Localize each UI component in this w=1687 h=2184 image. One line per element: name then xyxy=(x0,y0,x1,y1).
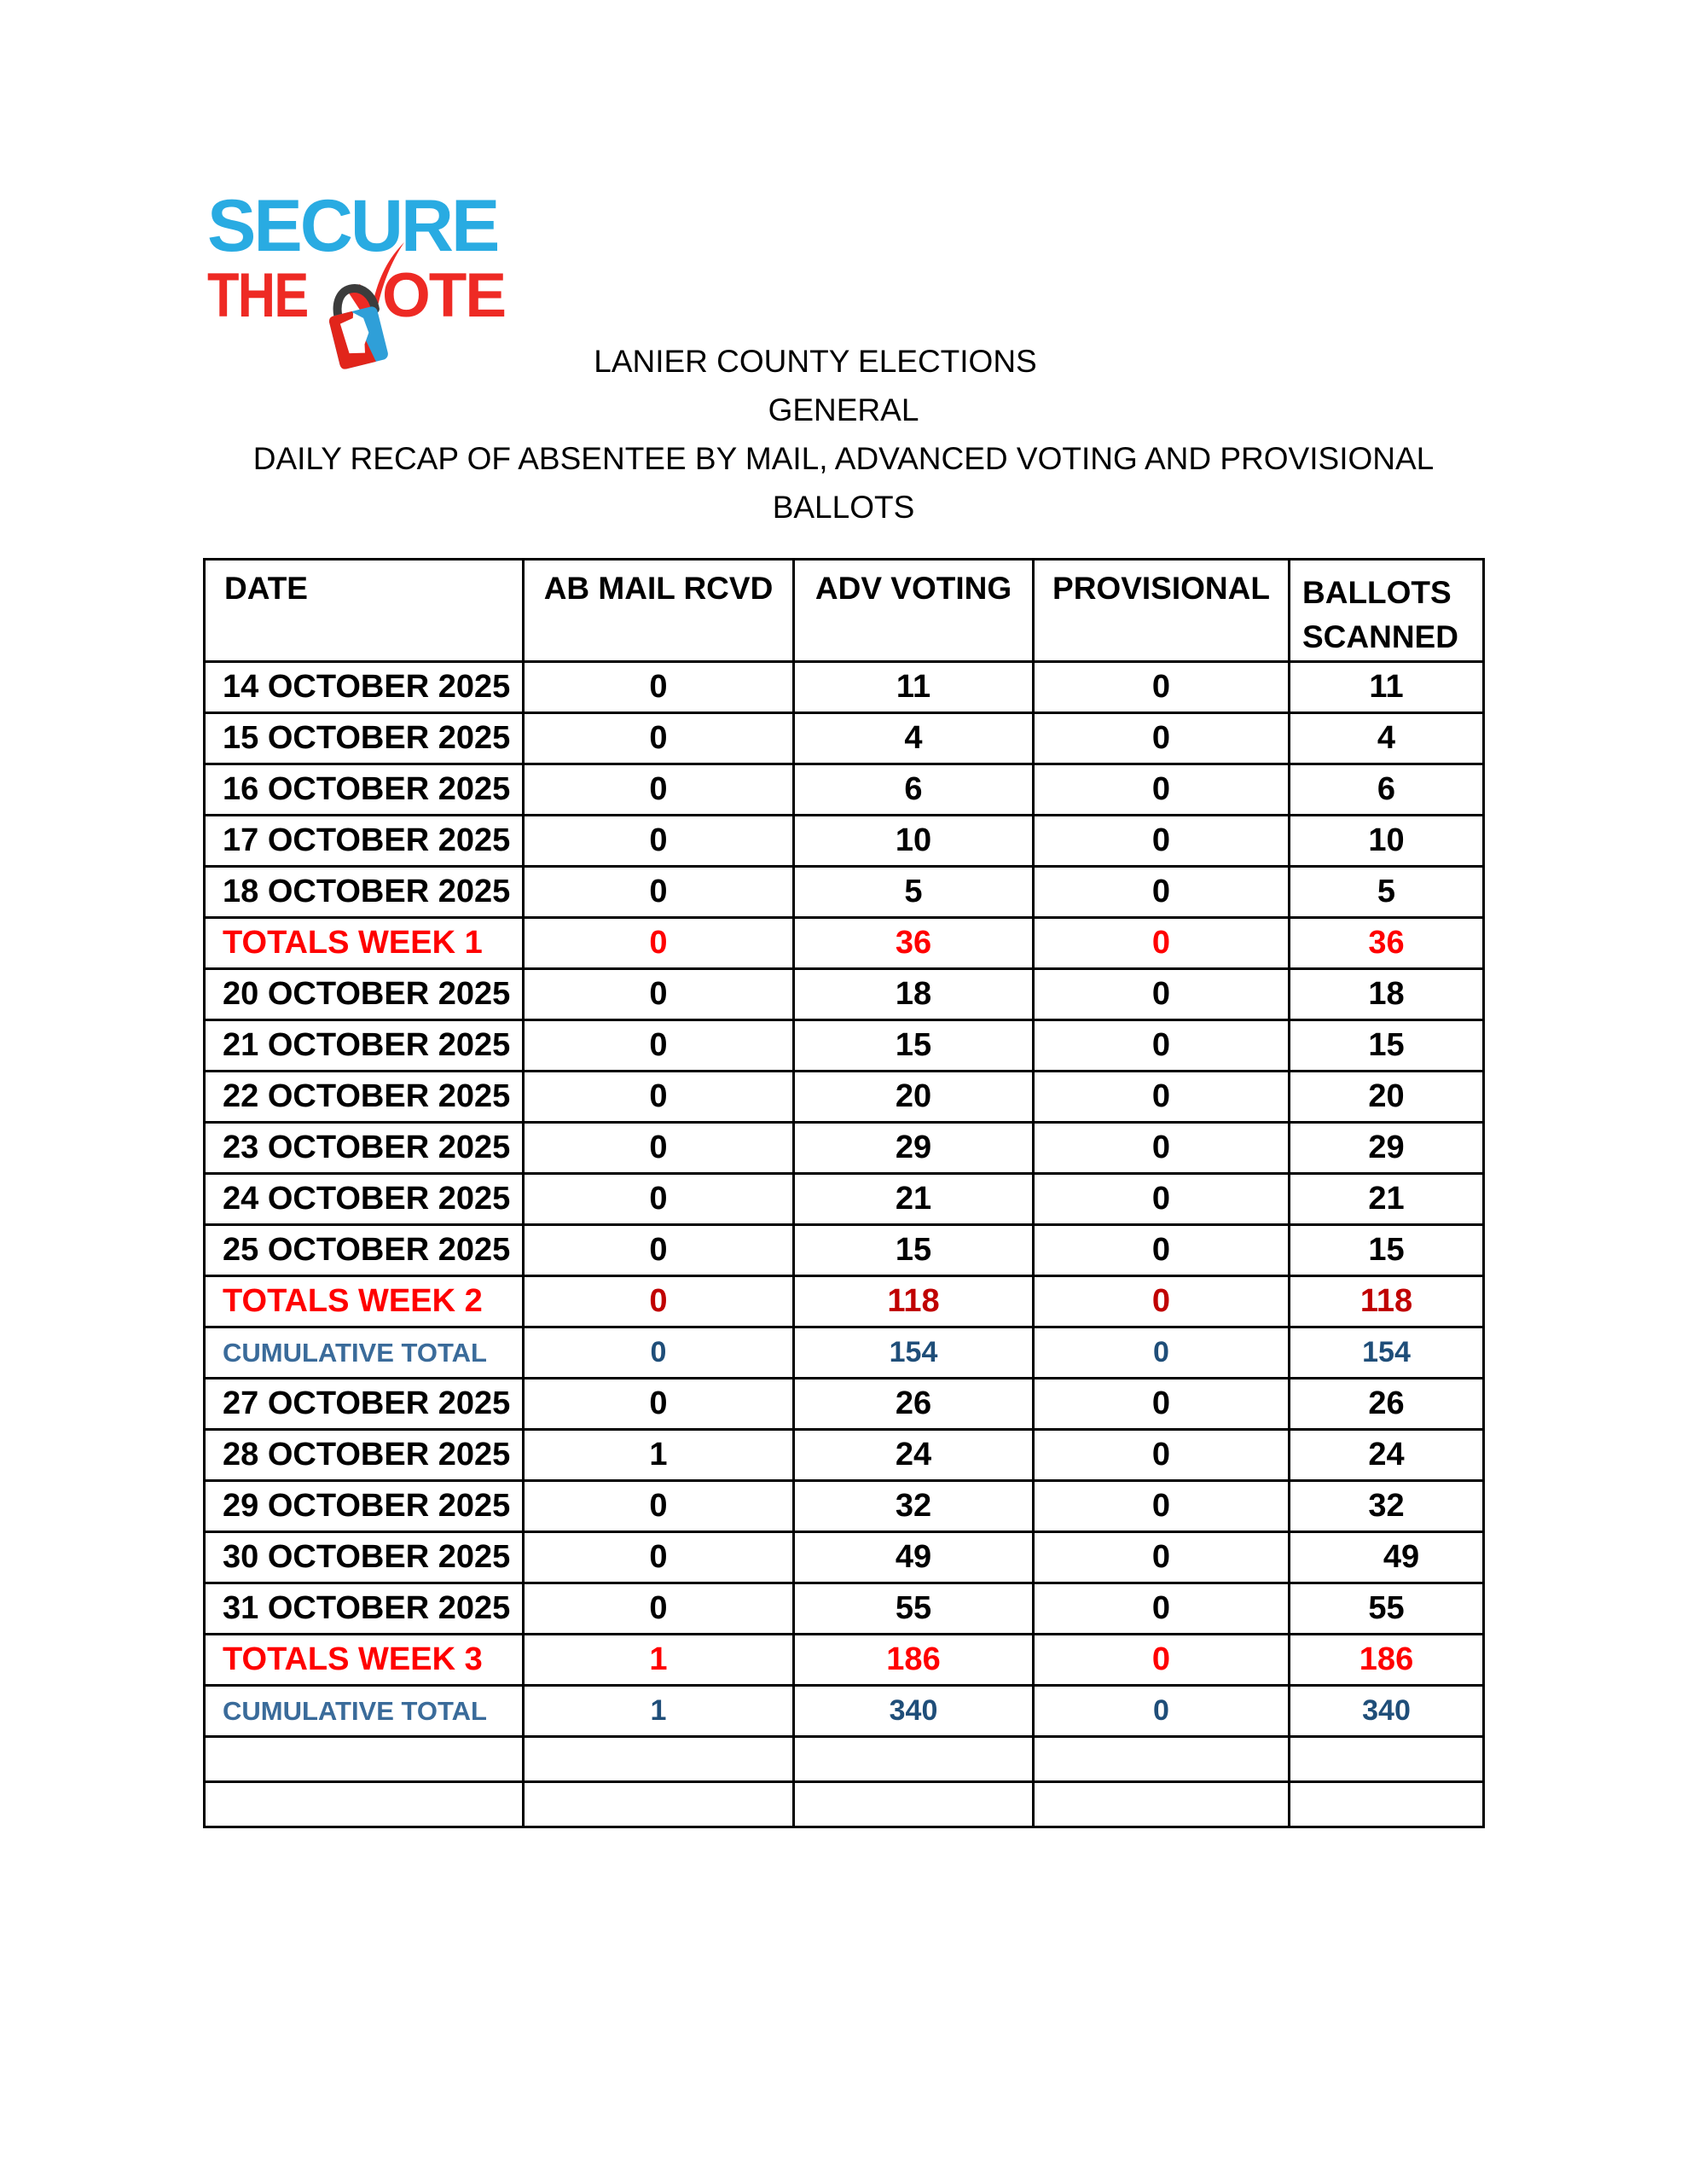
logo-ote-text: OTE xyxy=(382,261,506,330)
table-row xyxy=(205,1174,1484,1225)
value-cell: 118 xyxy=(794,1276,1034,1327)
value-cell: 0 xyxy=(1034,969,1290,1020)
value-cell: 32 xyxy=(1290,1481,1484,1532)
value-cell: 5 xyxy=(794,867,1034,918)
value-cell: 10 xyxy=(1290,816,1484,867)
date-cell: 21 OCTOBER 2025 xyxy=(205,1020,524,1072)
week-total-row xyxy=(205,1276,1484,1327)
value-cell: 0 xyxy=(1034,1174,1290,1225)
header-provisional: PROVISIONAL xyxy=(1034,560,1290,662)
date-cell: 28 OCTOBER 2025 xyxy=(205,1430,524,1481)
header-row xyxy=(205,560,1484,662)
value-cell: 15 xyxy=(1290,1225,1484,1276)
table-row xyxy=(205,1532,1484,1583)
value-cell: 26 xyxy=(794,1379,1034,1430)
title-line: DAILY RECAP OF ABSENTEE BY MAIL, ADVANCED VOTING AND PROVISIONAL xyxy=(252,441,1435,476)
value-cell: 20 xyxy=(1290,1072,1484,1123)
value-cell: 154 xyxy=(794,1327,1034,1379)
daily-recap-table xyxy=(203,558,1485,1828)
value-cell: 49 xyxy=(794,1532,1034,1583)
recap-table-body xyxy=(205,662,1484,1827)
date-cell: TOTALS WEEK 2 xyxy=(205,1276,524,1327)
table-row xyxy=(205,1430,1484,1481)
value-cell: 4 xyxy=(794,713,1034,764)
date-cell: 29 OCTOBER 2025 xyxy=(205,1481,524,1532)
table-row xyxy=(205,816,1484,867)
value-cell: 0 xyxy=(1034,1430,1290,1481)
value-cell: 0 xyxy=(524,1379,794,1430)
table-row xyxy=(205,1583,1484,1635)
table-row xyxy=(205,662,1484,713)
date-cell xyxy=(205,1782,524,1827)
value-cell xyxy=(1034,1737,1290,1782)
date-cell: 14 OCTOBER 2025 xyxy=(205,662,524,713)
value-cell: 0 xyxy=(1034,1327,1290,1379)
header-date: DATE xyxy=(205,560,524,662)
value-cell xyxy=(794,1737,1034,1782)
value-cell: 18 xyxy=(1290,969,1484,1020)
date-cell: 30 OCTOBER 2025 xyxy=(205,1532,524,1583)
empty-row xyxy=(205,1782,1484,1827)
value-cell: 0 xyxy=(524,662,794,713)
date-cell: 15 OCTOBER 2025 xyxy=(205,713,524,764)
value-cell: 0 xyxy=(524,713,794,764)
date-cell: 17 OCTOBER 2025 xyxy=(205,816,524,867)
value-cell: 36 xyxy=(1290,918,1484,969)
value-cell: 4 xyxy=(1290,713,1484,764)
value-cell: 55 xyxy=(1290,1583,1484,1635)
value-cell: 0 xyxy=(1034,1686,1290,1737)
value-cell: 20 xyxy=(794,1072,1034,1123)
table-row xyxy=(205,713,1484,764)
table-row xyxy=(205,969,1484,1020)
value-cell: 0 xyxy=(1034,662,1290,713)
date-cell: 18 OCTOBER 2025 xyxy=(205,867,524,918)
value-cell: 29 xyxy=(794,1123,1034,1174)
value-cell: 0 xyxy=(1034,764,1290,816)
value-cell: 186 xyxy=(1290,1635,1484,1686)
value-cell: 186 xyxy=(794,1635,1034,1686)
logo-the-text: THE xyxy=(207,261,308,330)
logo-secure-text: SECURE xyxy=(207,185,498,267)
document-title xyxy=(0,337,1687,531)
value-cell: 0 xyxy=(524,1225,794,1276)
table-row xyxy=(205,1020,1484,1072)
value-cell: 0 xyxy=(1034,1276,1290,1327)
cumulative-total-row xyxy=(205,1686,1484,1737)
value-cell: 15 xyxy=(794,1020,1034,1072)
value-cell: 0 xyxy=(1034,816,1290,867)
value-cell: 32 xyxy=(794,1481,1034,1532)
date-cell: CUMULATIVE TOTAL xyxy=(205,1686,524,1737)
table-row xyxy=(205,867,1484,918)
table-row xyxy=(205,1225,1484,1276)
header-ballots-scanned: BALLOTS SCANNED xyxy=(1290,560,1484,662)
table-row xyxy=(205,764,1484,816)
value-cell: 15 xyxy=(1290,1020,1484,1072)
header-adv-voting: ADV VOTING xyxy=(794,560,1034,662)
value-cell: 49 xyxy=(1290,1532,1484,1583)
value-cell: 0 xyxy=(1034,1481,1290,1532)
title-line: BALLOTS xyxy=(772,490,915,525)
week-total-row xyxy=(205,1635,1484,1686)
date-cell: TOTALS WEEK 1 xyxy=(205,918,524,969)
value-cell: 0 xyxy=(1034,1583,1290,1635)
value-cell: 55 xyxy=(794,1583,1034,1635)
value-cell: 340 xyxy=(1290,1686,1484,1737)
date-cell: 24 OCTOBER 2025 xyxy=(205,1174,524,1225)
value-cell: 21 xyxy=(1290,1174,1484,1225)
value-cell: 154 xyxy=(1290,1327,1484,1379)
value-cell: 0 xyxy=(1034,1532,1290,1583)
value-cell: 0 xyxy=(524,1072,794,1123)
value-cell xyxy=(524,1782,794,1827)
value-cell: 0 xyxy=(1034,1635,1290,1686)
value-cell: 11 xyxy=(794,662,1034,713)
cumulative-total-row xyxy=(205,1327,1484,1379)
value-cell: 29 xyxy=(1290,1123,1484,1174)
value-cell: 0 xyxy=(1034,1379,1290,1430)
value-cell: 6 xyxy=(1290,764,1484,816)
value-cell: 0 xyxy=(524,867,794,918)
value-cell: 0 xyxy=(1034,1123,1290,1174)
value-cell: 6 xyxy=(794,764,1034,816)
value-cell xyxy=(1290,1737,1484,1782)
value-cell: 24 xyxy=(794,1430,1034,1481)
value-cell: 0 xyxy=(524,1020,794,1072)
value-cell: 0 xyxy=(1034,867,1290,918)
header-ab-mail-rcvd: AB MAIL RCVD xyxy=(524,560,794,662)
value-cell: 0 xyxy=(524,1174,794,1225)
value-cell: 10 xyxy=(794,816,1034,867)
date-cell: 31 OCTOBER 2025 xyxy=(205,1583,524,1635)
value-cell: 0 xyxy=(524,969,794,1020)
date-cell: TOTALS WEEK 3 xyxy=(205,1635,524,1686)
value-cell: 36 xyxy=(794,918,1034,969)
date-cell: 20 OCTOBER 2025 xyxy=(205,969,524,1020)
value-cell xyxy=(524,1737,794,1782)
value-cell: 1 xyxy=(524,1635,794,1686)
value-cell: 26 xyxy=(1290,1379,1484,1430)
date-cell: 22 OCTOBER 2025 xyxy=(205,1072,524,1123)
value-cell: 24 xyxy=(1290,1430,1484,1481)
value-cell: 0 xyxy=(524,1123,794,1174)
title-line: GENERAL xyxy=(768,392,919,427)
value-cell: 0 xyxy=(524,1532,794,1583)
table-row xyxy=(205,1481,1484,1532)
table-row xyxy=(205,1123,1484,1174)
value-cell: 0 xyxy=(1034,1225,1290,1276)
value-cell: 0 xyxy=(524,816,794,867)
week-total-row xyxy=(205,918,1484,969)
value-cell: 0 xyxy=(524,918,794,969)
value-cell: 0 xyxy=(1034,918,1290,969)
value-cell xyxy=(1034,1782,1290,1827)
value-cell: 18 xyxy=(794,969,1034,1020)
value-cell: 0 xyxy=(524,1481,794,1532)
value-cell: 340 xyxy=(794,1686,1034,1737)
value-cell: 118 xyxy=(1290,1276,1484,1327)
date-cell: 27 OCTOBER 2025 xyxy=(205,1379,524,1430)
value-cell: 1 xyxy=(524,1686,794,1737)
table-row xyxy=(205,1379,1484,1430)
date-cell: 16 OCTOBER 2025 xyxy=(205,764,524,816)
table-row xyxy=(205,1072,1484,1123)
value-cell: 15 xyxy=(794,1225,1034,1276)
value-cell: 0 xyxy=(524,764,794,816)
value-cell: 0 xyxy=(1034,1072,1290,1123)
value-cell xyxy=(1290,1782,1484,1827)
value-cell: 0 xyxy=(1034,713,1290,764)
date-cell: 23 OCTOBER 2025 xyxy=(205,1123,524,1174)
date-cell: CUMULATIVE TOTAL xyxy=(205,1327,524,1379)
value-cell: 0 xyxy=(524,1327,794,1379)
title-line: LANIER COUNTY ELECTIONS xyxy=(594,344,1037,379)
value-cell: 1 xyxy=(524,1430,794,1481)
value-cell: 21 xyxy=(794,1174,1034,1225)
value-cell: 11 xyxy=(1290,662,1484,713)
value-cell: 0 xyxy=(524,1276,794,1327)
date-cell xyxy=(205,1737,524,1782)
value-cell: 0 xyxy=(1034,1020,1290,1072)
value-cell: 5 xyxy=(1290,867,1484,918)
value-cell xyxy=(794,1782,1034,1827)
value-cell: 0 xyxy=(524,1583,794,1635)
date-cell: 25 OCTOBER 2025 xyxy=(205,1225,524,1276)
empty-row xyxy=(205,1737,1484,1782)
